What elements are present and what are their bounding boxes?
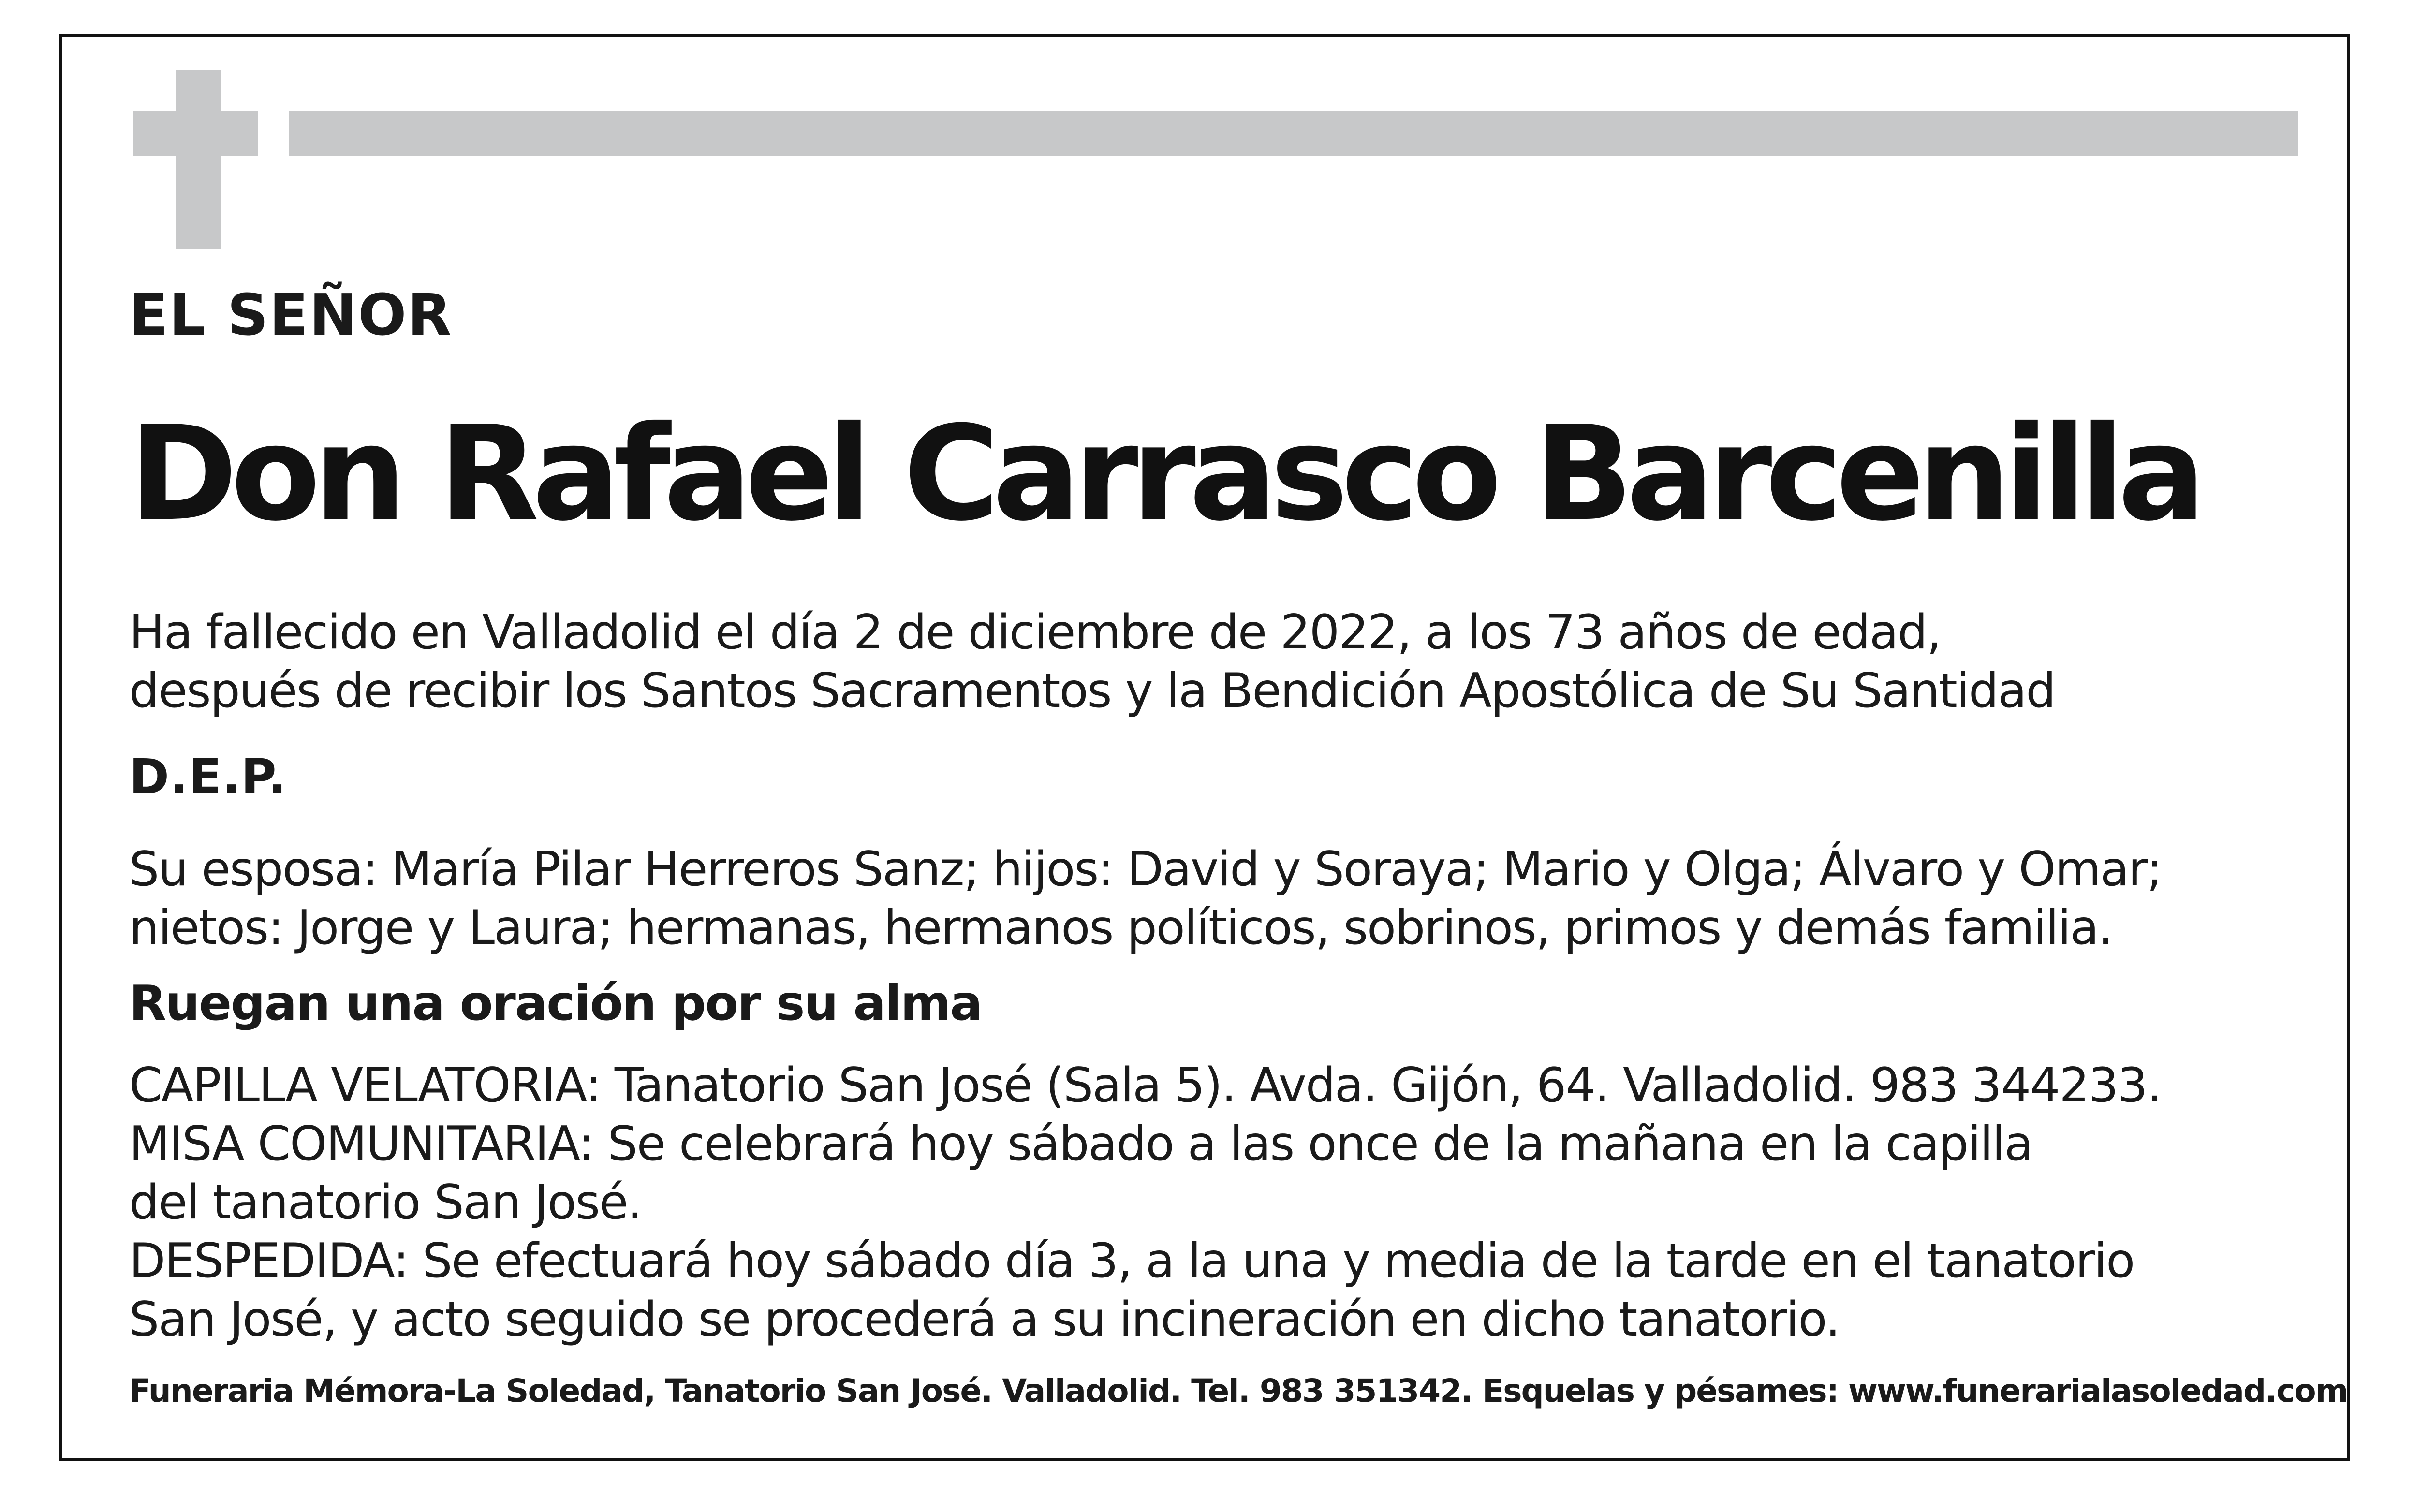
service-line: CAPILLA VELATORIA: Tanatorio San José (Sala 5). Avda. Gijón, 64. Valladolid. 983 344233. <box>129 1058 2161 1113</box>
family-line: nietos: Jorge y Laura; hermanas, hermanos políticos, sobrinos, primos y demás familia. <box>129 900 2112 955</box>
cross-vertical-bar <box>176 70 221 249</box>
death-line: después de recibir los Santos Sacramentos y la Bendición Apostólica de Su Santidad <box>129 663 2055 719</box>
prayer-request: Ruegan una oración por su alma <box>129 975 982 1031</box>
service-line: San José, y acto seguido se procederá a su incineración en dicho tanatorio. <box>129 1292 1840 1347</box>
cross-horizontal-bar <box>133 111 258 156</box>
funeral-home-footer: Funeraria Mémora-La Soledad, Tanatorio San José. Valladolid. Tel. 983 351342. Esquelas y pésames: www.funerarialasoledad.com <box>129 1372 2348 1409</box>
rip-label: D.E.P. <box>129 749 287 805</box>
family-line: Su esposa: María Pilar Herreros Sanz; hijos: David y Soraya; Mario y Olga; Álvaro y Omar; <box>129 842 2162 897</box>
death-line: Ha fallecido en Valladolid el día 2 de diciembre de 2022, a los 73 años de edad, <box>129 605 1941 660</box>
service-line: DESPEDIDA: Se efectuará hoy sábado día 3, a la una y media de la tarde en el tanatorio <box>129 1233 2134 1289</box>
death-announcement <box>129 603 2055 720</box>
title-label: EL SEÑOR <box>129 281 453 348</box>
service-line: del tanatorio San José. <box>129 1175 642 1230</box>
family-list <box>129 840 2162 957</box>
deceased-name: Don Rafael Carrasco Barcenilla <box>129 397 2199 550</box>
service-line: MISA COMUNITARIA: Se celebrará hoy sábado a las once de la mañana en la capilla <box>129 1116 2032 1172</box>
header-divider-bar <box>289 111 2298 156</box>
service-details <box>129 1057 2161 1349</box>
